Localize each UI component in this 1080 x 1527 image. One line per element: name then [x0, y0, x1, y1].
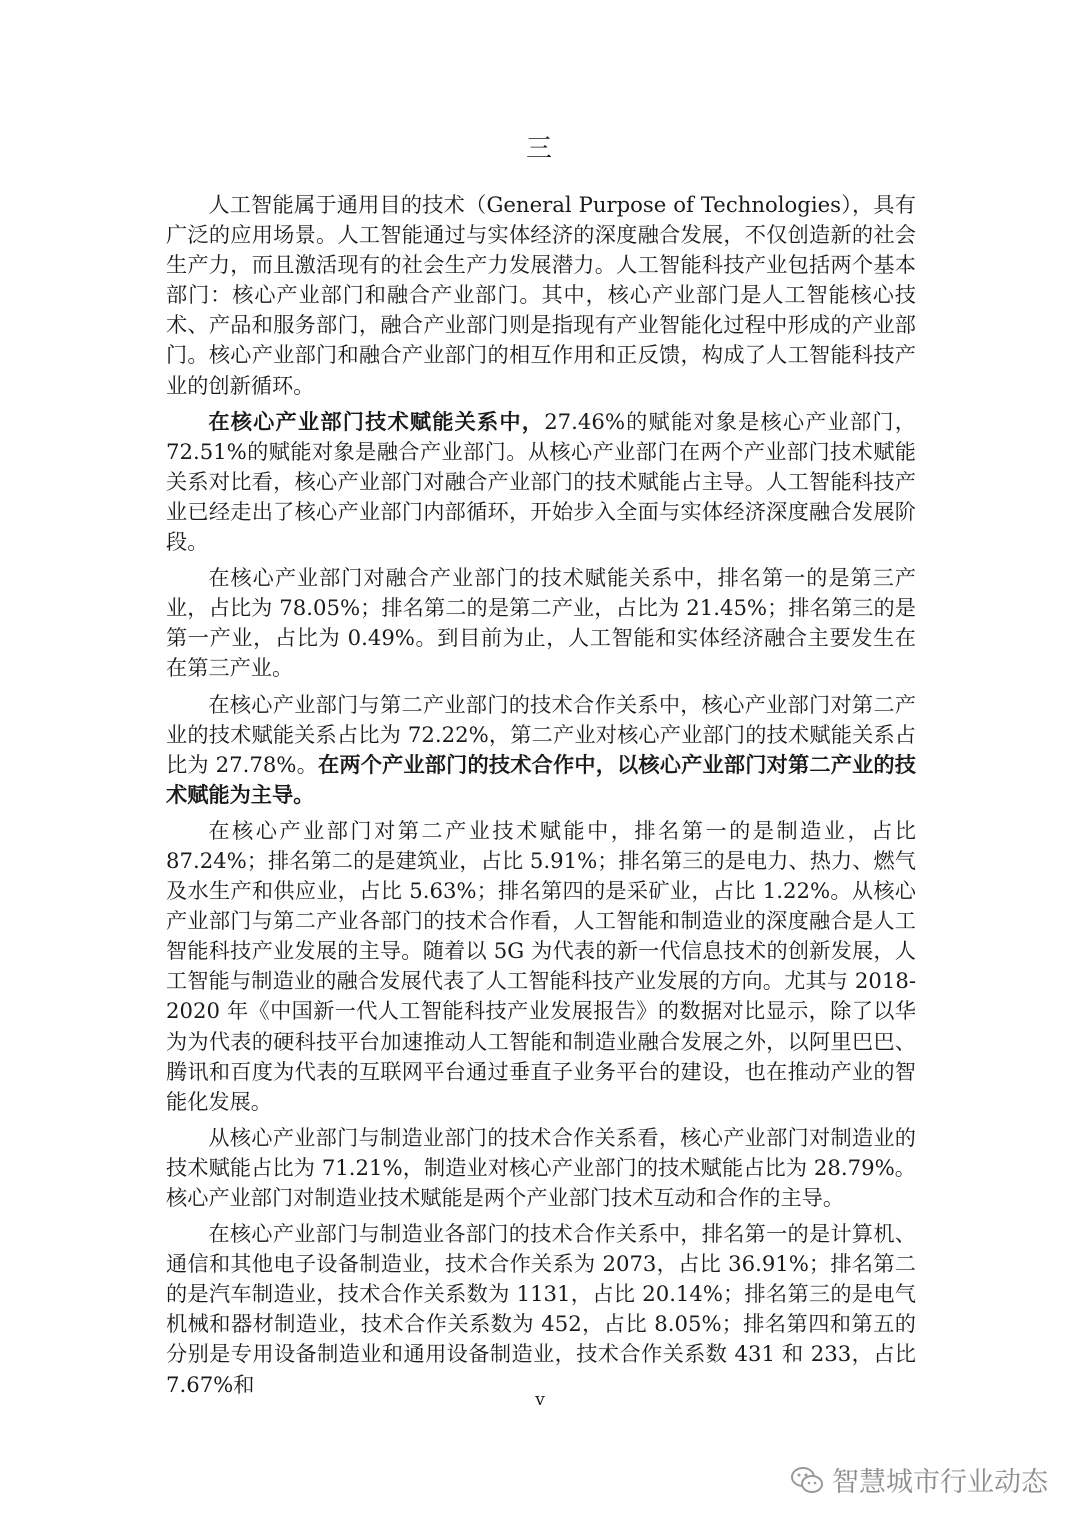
text-segment: 在核心产业部门与第二产业部门的技术合作关系中，核心产业部门对第二产业的技术赋能关系占比为 72.22%，第二产业对核心产业部门的技术赋能关系占比为 27.78%。: [166, 691, 916, 777]
watermark-text: 智慧城市行业动态: [832, 1467, 1048, 1498]
paragraph: [166, 690, 916, 810]
text-segment: 从核心产业部门与制造业部门的技术合作关系看，核心产业部门对制造业的技术赋能占比为 71.21%，制造业对核心产业部门的技术赋能占比为 28.79%。核心产业部门对制造业技术赋能是两个产业部门技术互动和合作的主导。: [166, 1124, 916, 1210]
bold-text: 在两个产业部门的技术合作中，以核心产业部门对第二产业的技术赋能为主导。: [166, 751, 916, 807]
text-segment: 在核心产业部门对融合产业部门的技术赋能关系中，排名第一的是第三产业，占比为 78.05%；排名第二的是第二产业，占比为 21.45%；排名第三的是第一产业，占比为 0.49%。到目前为止，人工智能和实体经济融合主要发生在在第三产业。: [166, 565, 916, 681]
bold-text: 在核心产业部门技术赋能关系中，: [208, 408, 545, 434]
paragraph: [166, 407, 916, 557]
wechat-icon: [790, 1465, 824, 1495]
text-segment: 人工智能属于通用目的技术（General Purpose of Technologies），具有广泛的应用场景。人工智能通过与实体经济的深度融合发展，不仅创造新的社会生产力，而且激活现有的社会生产力发展潜力。人工智能科技产业包括两个基本部门：核心产业部门和融合产业部门。其中，核心产业部门是人工智能核心技术、产品和服务部门，融合产业部门则是指现有产业智能化过程中形成的产业部门。核心产业部门和融合产业部门的相互作用和正反馈，构成了人工智能科技产业的创新循环。: [166, 192, 916, 398]
paragraph: [166, 1123, 916, 1213]
paragraph: [166, 563, 916, 683]
page-number: v: [535, 1390, 545, 1410]
text-segment: 27.46%的赋能对象是核心产业部门，72.51%的赋能对象是融合产业部门。从核心产业部门在两个产业部门技术赋能关系对比看，核心产业部门对融合产业部门的技术赋能占主导。人工智能科技产业已经走出了核心产业部门内部循环，开始步入全面与实体经济深度融合发展阶段。: [166, 408, 916, 555]
text-segment: 在核心产业部门与制造业各部门的技术合作关系中，排名第一的是计算机、通信和其他电子设备制造业，技术合作关系为 2073，占比 36.91%；排名第二的是汽车制造业，技术合作关系数为 1131，占比 20.14%；排名第三的是电气机械和器材制造业，技术合作关系数为 452，占比 8.05%；排名第四和第五的分别是专用设备制造业和通用设备制造业，技术合作关系数 431 和 233，占比 7.67%和: [166, 1221, 916, 1397]
text-segment: 在核心产业部门对第二产业技术赋能中，排名第一的是制造业，占比 87.24%；排名第二的是建筑业，占比 5.91%；排名第三的是电力、热力、燃气及水生产和供应业，占比 5.63%；排名第四的是采矿业，占比 1.22%。从核心产业部门与第二产业各部门的技术合作看，人工智能和制造业的深度融合是人工智能科技产业发展的主导。随着以 5G 为代表的新一代信息技术的创新发展，人工智能与制造业的融合发展代表了人工智能科技产业发展的方向。尤其与 2018-2020 年《中国新一代人工智能科技产业发展报告》的数据对比显示，除了以华为为代表的硬科技平台加速推动人工智能和制造业融合发展之外，以阿里巴巴、腾讯和百度为代表的互联网平台通过垂直子业务平台的建设，也在推动产业的智能化发展。: [166, 817, 916, 1114]
paragraph: [166, 1219, 916, 1400]
body-text: [166, 190, 916, 1406]
watermark: [790, 1460, 1048, 1499]
paragraph: [166, 190, 916, 401]
paragraph: [166, 816, 916, 1117]
section-title: 三: [525, 134, 554, 164]
